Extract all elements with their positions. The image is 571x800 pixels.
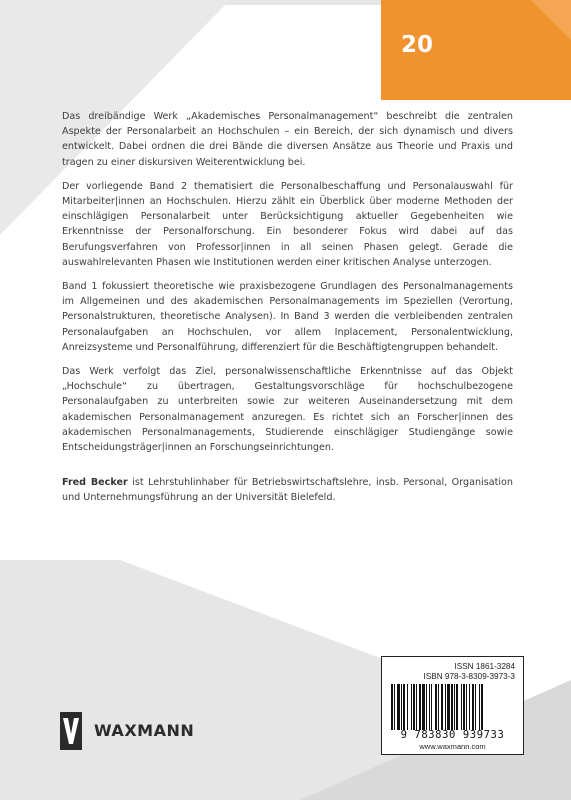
author-bio: ist Lehrstuhlinhaber für Betriebswirtschaftslehre, insb. Personal, Organisation und Unternehmungsführung an der Universität Bielefeld. bbox=[62, 477, 513, 504]
paragraph-intro: Das dreibändige Werk „Akademisches Personalmanagement“ beschreibt die zentralen Aspekte der Personalarbeit an Hochschulen – ein Bereich, der sich dynamisch und divers entwickelt. Dabei ordnen die drei Bände die diversen Ansätze aus Theorie und Praxis und tragen zu einer diskursiven Weiterentwicklung bei. bbox=[62, 111, 513, 168]
publisher-name: WAXMANN bbox=[94, 721, 195, 740]
paragraph-goal: Das Werk verfolgt das Ziel, personalwissenschaftliche Erkenntnisse auf das Objekt „Hochschule“ zu übertragen, Gestaltungsvorschläge für hochschulbezogene Personalaufgaben zu unterbreiten sowie zur weiteren Auseinandersetzung mit dem akademischen Personalmanagement anzuregen. Es richtet sich an Forscher|innen des akademischen Personalmanagements, Studierende einschlägiger Studiengänge sowie Entscheidungsträger|innen an Forschungseinrichtungen. bbox=[62, 366, 513, 454]
paragraph-band1-band3: Band 1 fokussiert theoretische wie praxisbezogene Grundlagen des Personalmanagements im Allgemeinen und des akademischen Personalmanagements im Speziellen (Verortung, Personalstrukturen, theoretische Analysen). In Band 3 werden die verbleibenden zentralen Personalaufgaben an Hochschulen, vor allem Inplacement, Personalentwicklung, Anreizsysteme und Personalführung, differenziert für die Beschäftigtengruppen behandelt. bbox=[62, 281, 513, 353]
barcode-bars bbox=[389, 684, 515, 730]
back-cover-text bbox=[62, 109, 513, 515]
barcode-box bbox=[381, 656, 524, 755]
waxmann-logo-mark-icon bbox=[60, 712, 82, 750]
isbn-label: ISBN 978-3-8309-3973-3 bbox=[423, 672, 515, 681]
author-note bbox=[62, 475, 513, 505]
volume-number: 20 bbox=[400, 32, 433, 58]
publisher-url: www.waxmann.com bbox=[419, 742, 486, 751]
barcode-digits: 9 783830 939733 bbox=[400, 729, 505, 741]
paragraph-band2: Der vorliegende Band 2 thematisiert die Personalbeschaffung und Personalauswahl für Mitarbeiter|innen an Hochschulen. Hierzu zählt ein Überblick über moderne Methoden der einschlägigen Personalarbeit unter Berücksichtigung aktueller Gegebenheiten wie Erkenntnisse der Personalforschung. Ein besonderer Fokus wird dabei auf das Berufungsverfahren von Professor|innen in all seinen Phasen gelegt. Gerade die auswahlrelevanten Phasen wie Institutionen werden einer kritischen Analyse unterzogen. bbox=[62, 180, 513, 268]
issn-label: ISSN 1861-3284 bbox=[454, 662, 515, 671]
author-name: Fred Becker bbox=[62, 477, 128, 489]
